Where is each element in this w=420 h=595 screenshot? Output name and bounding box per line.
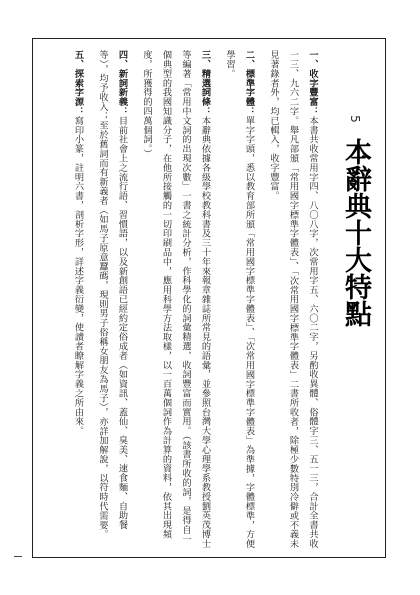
page-number: 5 (348, 115, 362, 123)
margin-mark (14, 556, 22, 557)
feature-label: 五、探索字源： (72, 50, 84, 116)
feature-text: 寫印小篆，註明六書，剖析字形，詳述字義衍變，使讀者瞭解字義之所由來。 (72, 115, 84, 436)
feature-label: 一、收字豐富： (307, 50, 318, 116)
feature-text: 單字字頭，悉以教育部所頒「常用國字標準字體表」、「次常用國字標準字體表」為準據，字體標準，方便學習。 (224, 50, 255, 549)
feature-text: 本辭典依據各級學校教科書及三十年來報章雜誌所常見的語彙，並參照台灣大學心理學系教授劉英茂博士等編著「常用中文詞的出現次數」一書之統計分析，作科學化的詞彙精選，收詞豐富而實用。（該書所收的詞，是得自一個典型的我國知識分子，在他所接觸的一切印刷品中，應用科學方法取樣，以一百萬個詞作為計算的資料，依其出現頻度，所獲得的四萬個詞。） (141, 50, 211, 549)
page-title: 本辭典十大特點 (340, 138, 371, 327)
feature-item-1 (264, 50, 323, 550)
feature-list (46, 50, 322, 550)
feature-item-5 (68, 50, 88, 550)
feature-label: 三、精選詞條： (199, 50, 211, 116)
feature-label: 四、新詞新義： (116, 50, 128, 116)
feature-item-3 (137, 50, 215, 550)
feature-item-4 (93, 50, 132, 550)
feature-item-2 (220, 50, 259, 550)
feature-text: 本書共收常用字四、八〇八字，次常用字五、六〇二字，另酌收異體、俗體字三、五一三，合計全書共收一三、九六二字。舉凡部頒「常用國字標準字體表」、「次常用國字標準字體表」二書所收者，除極少數特別冷僻或不義未見著錄者外，均已輯入，收字豐富。 (268, 50, 318, 549)
feature-text: 目前社會上之流行語、習慣語，以及新創語已經約定俗成者（如資訊、蓋仙、臭美、速食麵、自助餐等），均予收入；至於舊詞而有新義者（如馬子原意蠶碼，現則男子俗稱女朋友為馬子），亦詳加解說，以符時代需要。 (97, 50, 128, 539)
feature-label: 二、標準字體： (243, 50, 255, 116)
